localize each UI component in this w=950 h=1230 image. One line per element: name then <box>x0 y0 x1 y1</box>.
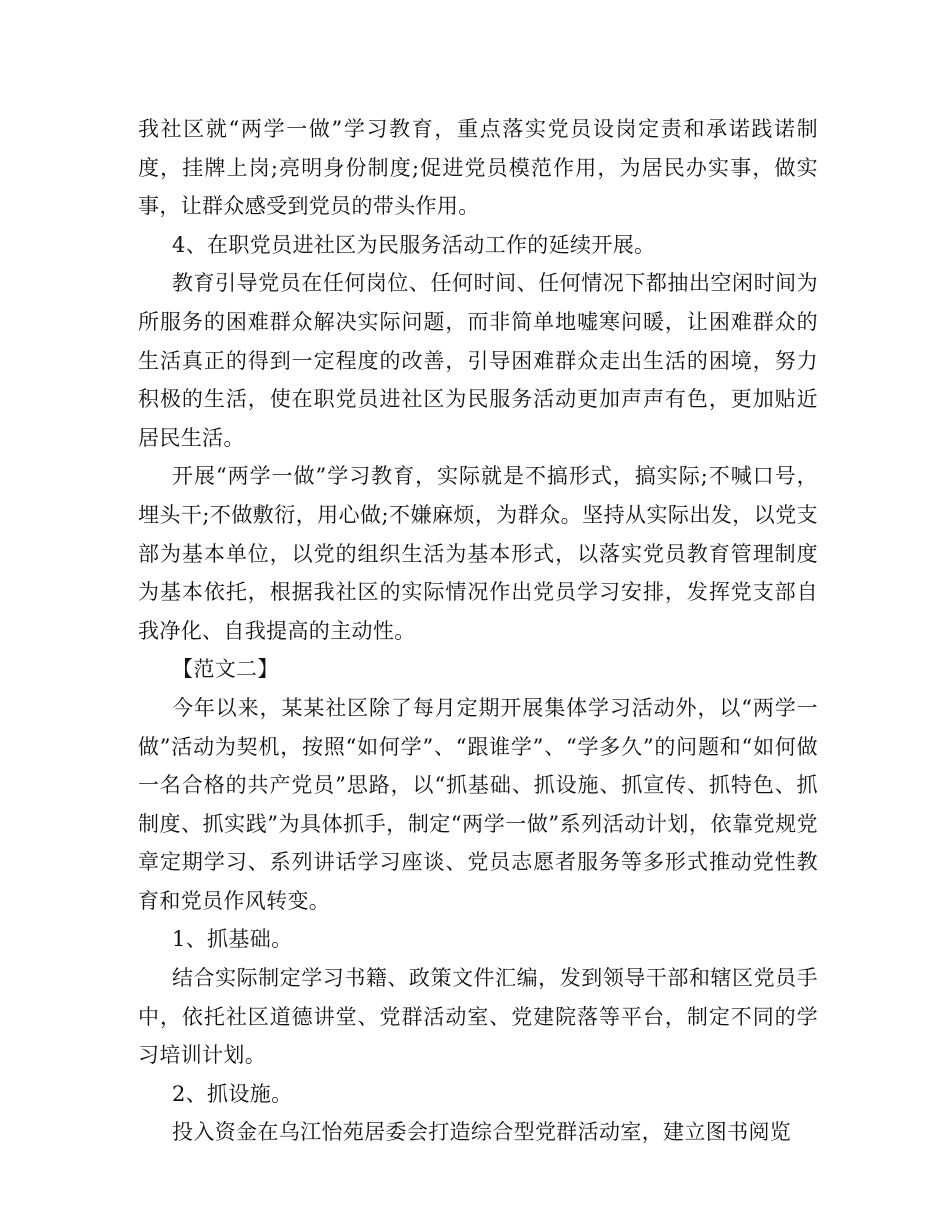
subheading-2: 2、抓设施。 <box>172 1081 293 1106</box>
paragraph-2: 4、在职党员进社区为民服务活动工作的延续开展。 <box>172 232 656 257</box>
paragraph-6: 结合实际制定学习书籍、政策文件汇编，发到领导干部和辖区党员手中，依托社区道德讲堂、党群活动室、党建院落等平台，制定不同的学习培训计划。 <box>138 966 818 1068</box>
subheading-1: 1、抓基础。 <box>172 927 293 952</box>
document-body <box>138 110 818 1152</box>
paragraph-7: 投入资金在乌江怡苑居委会打造综合型党群活动室，建立图书阅览 <box>172 1120 792 1145</box>
paragraph-4: 开展“两学一做”学习教育，实际就是不搞形式，搞实际;不喊口号，埋头干;不做敷衍，用心做;不嫌麻烦，为群众。坚持从实际出发，以党支部为基本单位，以党的组织生活为基本形式，以落实党员教育管理制度为基本依托，根据我社区的实际情况作出党员学习安排，发挥党支部自我净化、自我提高的主动性。 <box>138 464 818 643</box>
section-heading-fanwen-2: 【范文二】 <box>172 657 279 682</box>
paragraph-1: 我社区就“两学一做”学习教育，重点落实党员设岗定责和承诺践诺制度，挂牌上岗;亮明身份制度;促进党员模范作用，为居民办实事，做实事，让群众感受到党员的带头作用。 <box>138 117 818 219</box>
paragraph-3: 教育引导党员在任何岗位、任何时间、任何情况下都抽出空闲时间为所服务的困难群众解决实际问题，而非简单地嘘寒问暖，让困难群众的生活真正的得到一定程度的改善，引导困难群众走出生活的困境，努力积极的生活，使在职党员进社区为民服务活动更加声声有色，更加贴近居民生活。 <box>138 271 818 450</box>
paragraph-5: 今年以来，某某社区除了每月定期开展集体学习活动外，以“两学一做”活动为契机，按照“如何学”、“跟谁学”、“学多久”的问题和“如何做一名合格的共产党员”思路，以“抓基础、抓设施、抓宣传、抓特色、抓制度、抓实践”为具体抓手，制定“两学一做”系列活动计划，依靠党规党章定期学习、系列讲话学习座谈、党员志愿者服务等多形式推动党性教育和党员作风转变。 <box>138 695 818 913</box>
